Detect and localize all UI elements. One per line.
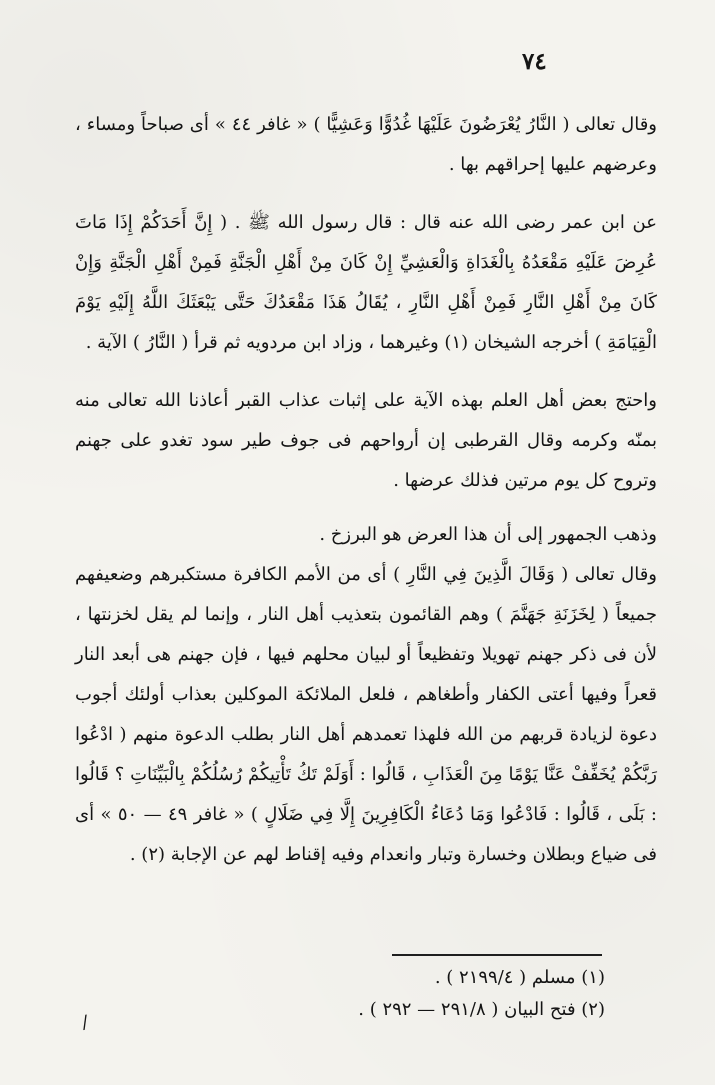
main-text-block	[75, 105, 657, 875]
footnotes	[305, 962, 605, 1026]
paragraph-3: واحتج بعض أهل العلم بهذه الآية على إثبات عذاب القبر أعاذنا الله تعالى منه بمنّه وكرمه وقال القرطبى إن أرواحهم فى جوف طير سود تغدو على جهنم وتروح كل يوم مرتين فذلك عرضها .	[75, 390, 657, 491]
margin-mark: /	[80, 1011, 90, 1034]
footnote-divider	[392, 954, 602, 956]
paragraph-5: وقال تعالى ( وَقَالَ الَّذِينَ فِي النَّارِ ) أى من الأمم الكافرة مستكبرهم وضعيفهم جميعاً ( لِخَزَنَةِ جَهَنَّمَ ) وهم القائمون بتعذيب أهل النار ، وإنما لم يقل لخزنتها ، لأن فى ذكر جهنم تهويلا وتفظيعاً أو لبيان محلهم فيها ، فإن جهنم هى أبعد النار قعراً وفيها أعتى الكفار وأطغاهم ، فلعل الملائكة الموكلين بعذاب أولئك أجوب دعوة لزيادة قربهم من الله فلهذا تعمدهم أهل النار بطلب الدعوة منهم ( ادْعُوا رَبَّكُمْ يُخَفِّفْ عَنَّا يَوْمًا مِنَ الْعَذَابِ ، قَالُوا : أَوَلَمْ تَكُ تَأْتِيكُمْ رُسُلُكُمْ بِالْبَيِّنَاتِ ؟ قَالُوا : بَلَى ، قَالُوا : فَادْعُوا وَمَا دُعَاءُ الْكَافِرِينَ إِلَّا فِي ضَلَالٍ ) « غافر ٤٩ — ٥٠ » أى فى ضياع وبطلان وخسارة وتبار وانعدام وفيه إقناط لهم عن الإجابة (٢) .	[75, 564, 657, 865]
page-number: ٧٤	[522, 48, 547, 75]
paragraph-4: وذهب الجمهور إلى أن هذا العرض هو البرزخ .	[319, 524, 657, 545]
footnote-2: (٢) فتح البيان ( ٢٩١/٨ — ٢٩٢ ) .	[358, 999, 605, 1020]
footnote-1: (١) مسلم ( ٢١٩٩/٤ ) .	[434, 967, 605, 988]
paragraph-1: وقال تعالى ( النَّارُ يُعْرَضُونَ عَلَيْهَا غُدُوًّا وَعَشِيًّا ) « غافر ٤٤ » أى صباحاً ومساء ، وعرضهم عليها إحراقهم بها .	[75, 114, 657, 175]
paragraph-2: عن ابن عمر رضى الله عنه قال : قال رسول الله ﷺ . ( إِنَّ أَحَدَكُمْ إِذَا مَاتَ عُرِضَ عَلَيْهِ مَقْعَدُهُ بِالْغَدَاةِ وَالْعَشِيِّ إِنْ كَانَ مِنْ أَهْلِ الْجَنَّةِ فَمِنْ أَهْلِ الْجَنَّةِ وَإِنْ كَانَ مِنْ أَهْلِ النَّارِ فَمِنْ أَهْلِ النَّارِ ، يُقَالُ هَذَا مَقْعَدُكَ حَتَّى يَبْعَثَكَ اللَّهُ إِلَيْهِ يَوْمَ الْقِيَامَةِ ) أخرجه الشيخان (١) وغيرهما ، وزاد ابن مردويه ثم قرأ ( النَّارُ ) الآية .	[75, 212, 657, 353]
